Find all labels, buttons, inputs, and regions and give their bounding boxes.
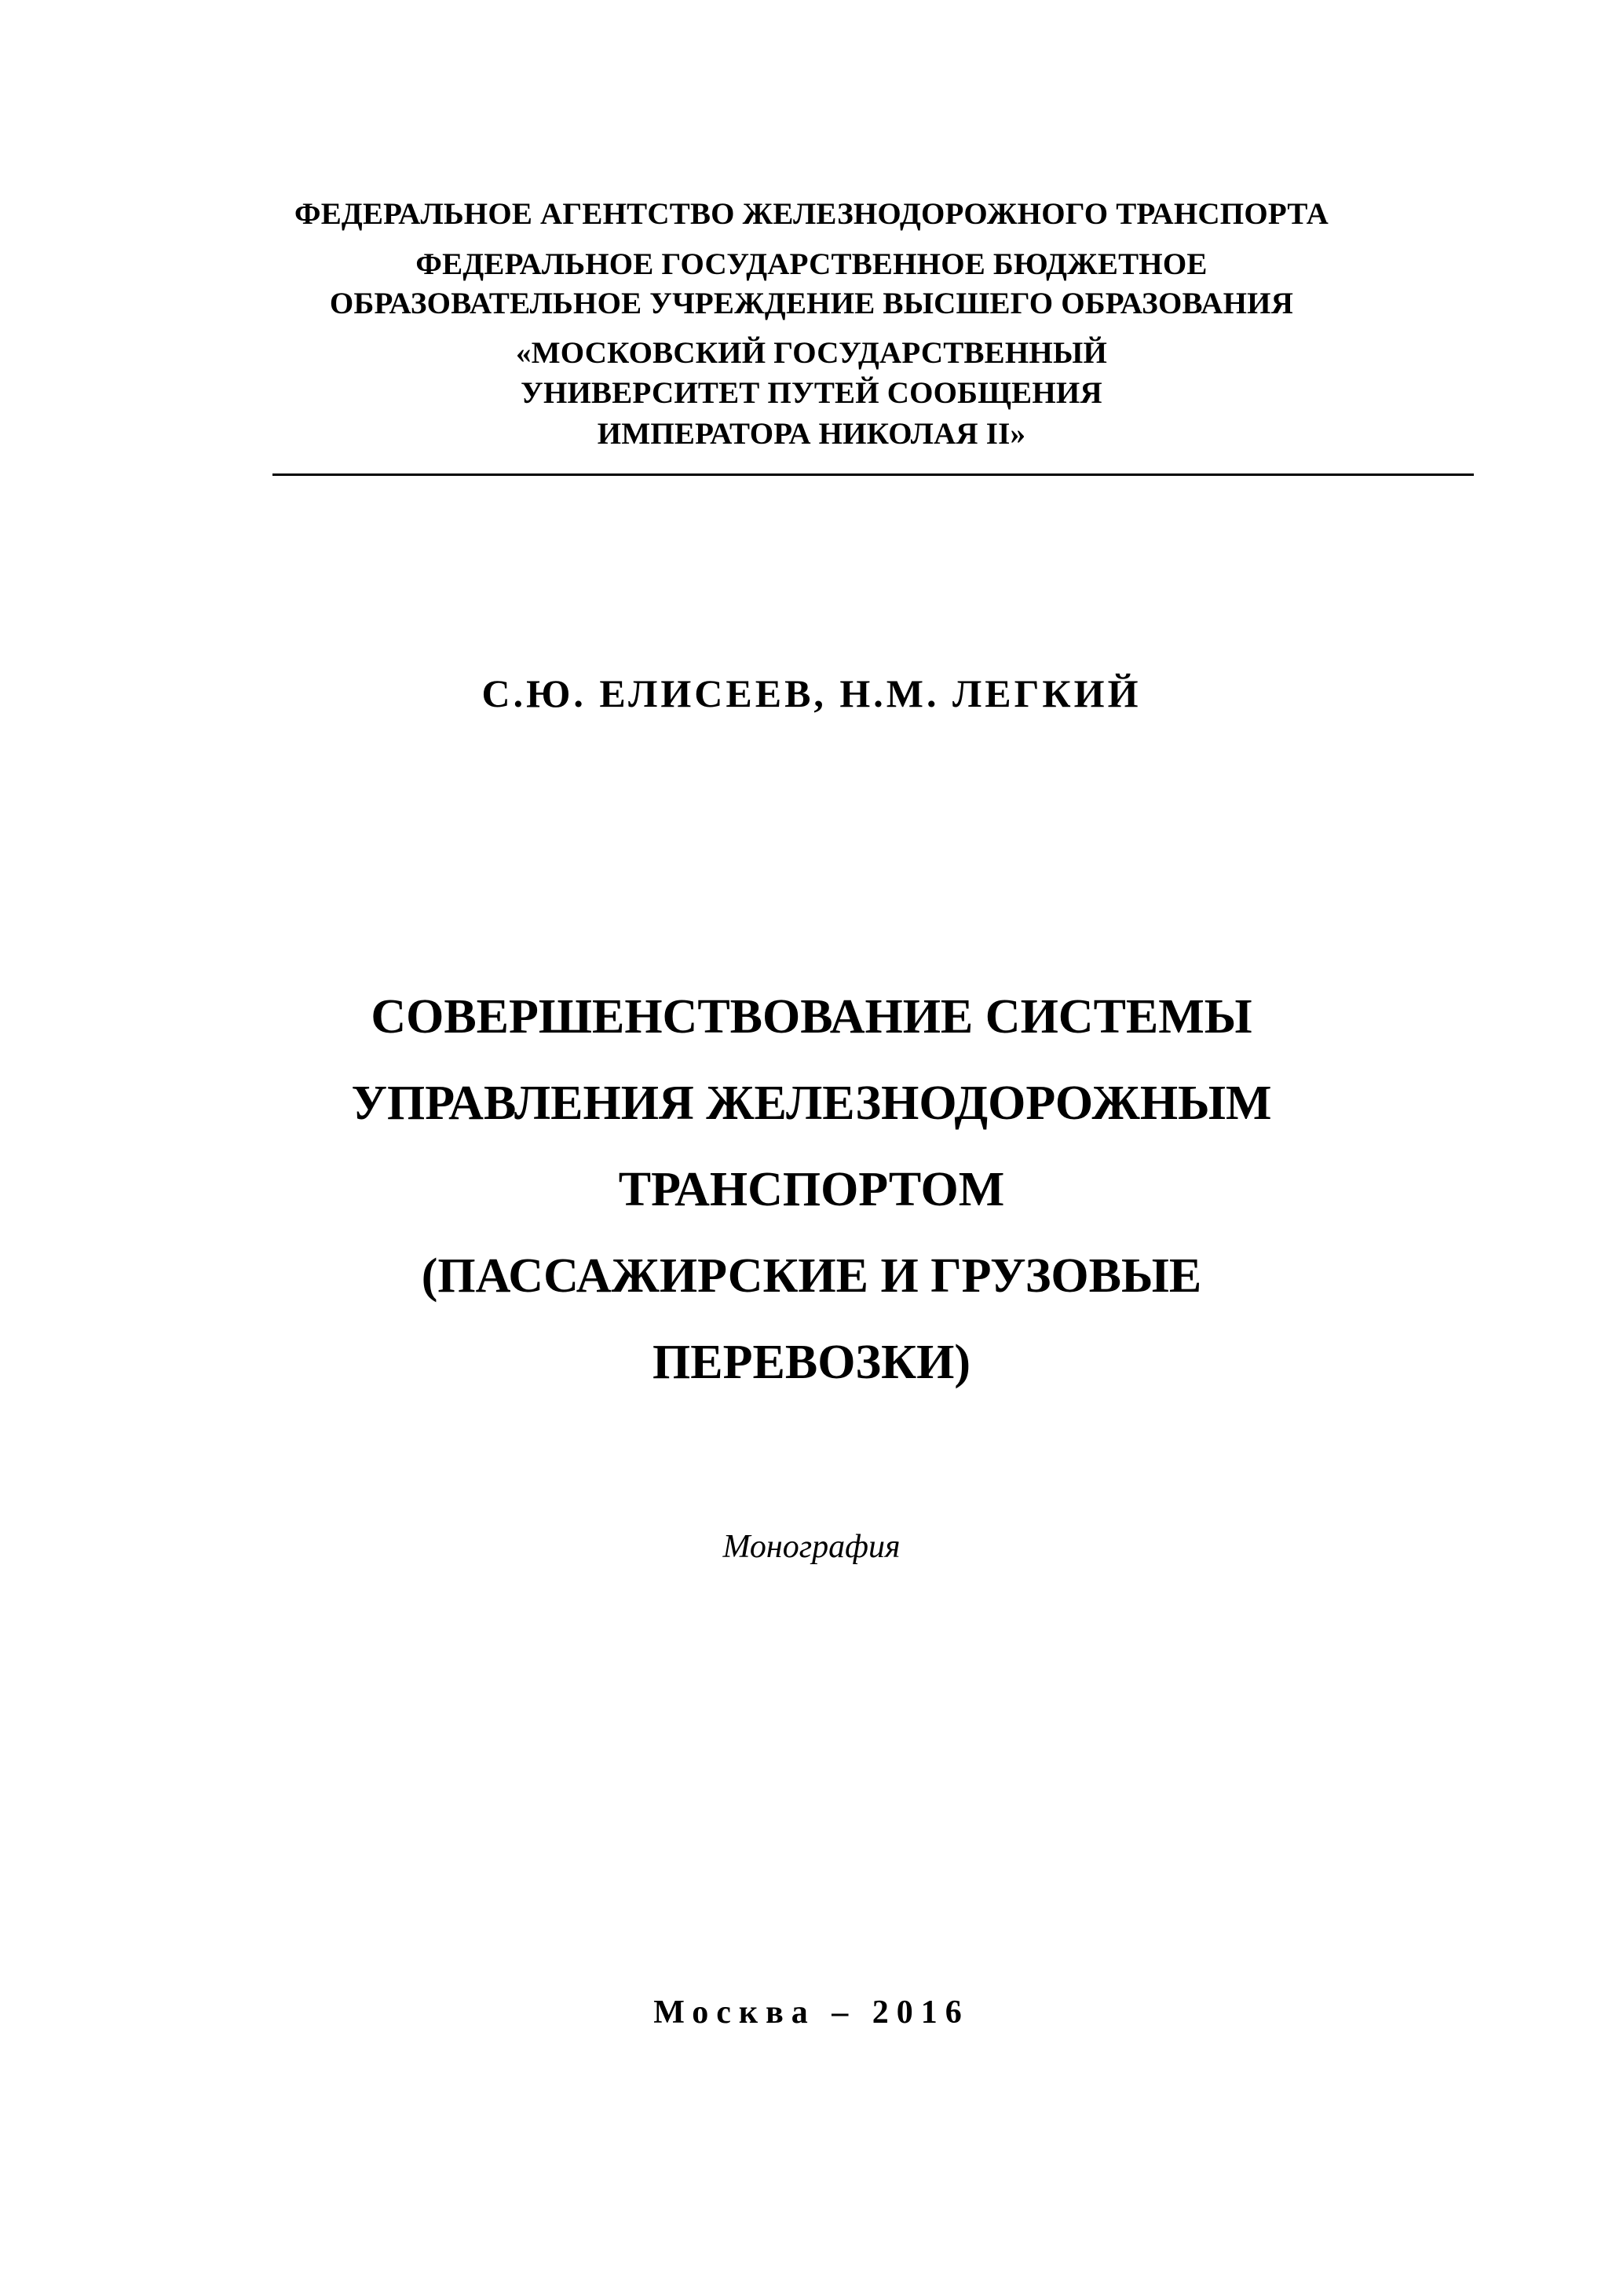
university-name-line-3 bbox=[0, 415, 1623, 454]
institution-type-line-2 bbox=[0, 284, 1623, 324]
book-title bbox=[0, 974, 1623, 1406]
university-name-text-2: УНИВЕРСИТЕТ ПУТЕЙ СООБЩЕНИЯ bbox=[521, 376, 1102, 410]
title-line-1: СОВЕРШЕНСТВОВАНИЕ СИСТЕМЫ bbox=[371, 990, 1252, 1044]
publication-type: Монография bbox=[722, 1529, 901, 1565]
authors: С.Ю. ЕЛИСЕЕВ, Н.М. ЛЕГКИЙ bbox=[481, 671, 1142, 715]
header-divider bbox=[272, 473, 1474, 476]
title-line-2: УПРАВЛЕНИЯ ЖЕЛЕЗНОДОРОЖНЫМ bbox=[351, 1077, 1272, 1130]
institution-type-text-1: ФЕДЕРАЛЬНОЕ ГОСУДАРСТВЕННОЕ БЮДЖЕТНОЕ bbox=[415, 247, 1208, 281]
agency-header bbox=[0, 195, 1623, 234]
university-name-text-1: «МОСКОВСКИЙ ГОСУДАРСТВЕННЫЙ bbox=[516, 336, 1107, 370]
title-line-3: ТРАНСПОРТОМ bbox=[618, 1163, 1005, 1216]
place-and-year: Москва – 2016 bbox=[653, 1994, 970, 2031]
title-line-5: ПЕРЕВОЗКИ) bbox=[652, 1336, 971, 1389]
institution-type-text-2: ОБРАЗОВАТЕЛЬНОЕ УЧРЕЖДЕНИЕ ВЫСШЕГО ОБРАЗОВАНИЯ bbox=[329, 287, 1294, 320]
university-name-line-1 bbox=[0, 334, 1623, 373]
institution-type-line-1 bbox=[0, 245, 1623, 284]
university-name-text-3: ИМПЕРАТОРА НИКОЛАЯ II» bbox=[597, 417, 1026, 451]
title-line-4: (ПАССАЖИРСКИЕ И ГРУЗОВЫЕ bbox=[421, 1249, 1202, 1303]
university-name-line-2 bbox=[0, 374, 1623, 413]
agency-name: ФЕДЕРАЛЬНОЕ АГЕНТСТВО ЖЕЛЕЗНОДОРОЖНОГО ТРАНСПОРТА bbox=[294, 197, 1329, 231]
